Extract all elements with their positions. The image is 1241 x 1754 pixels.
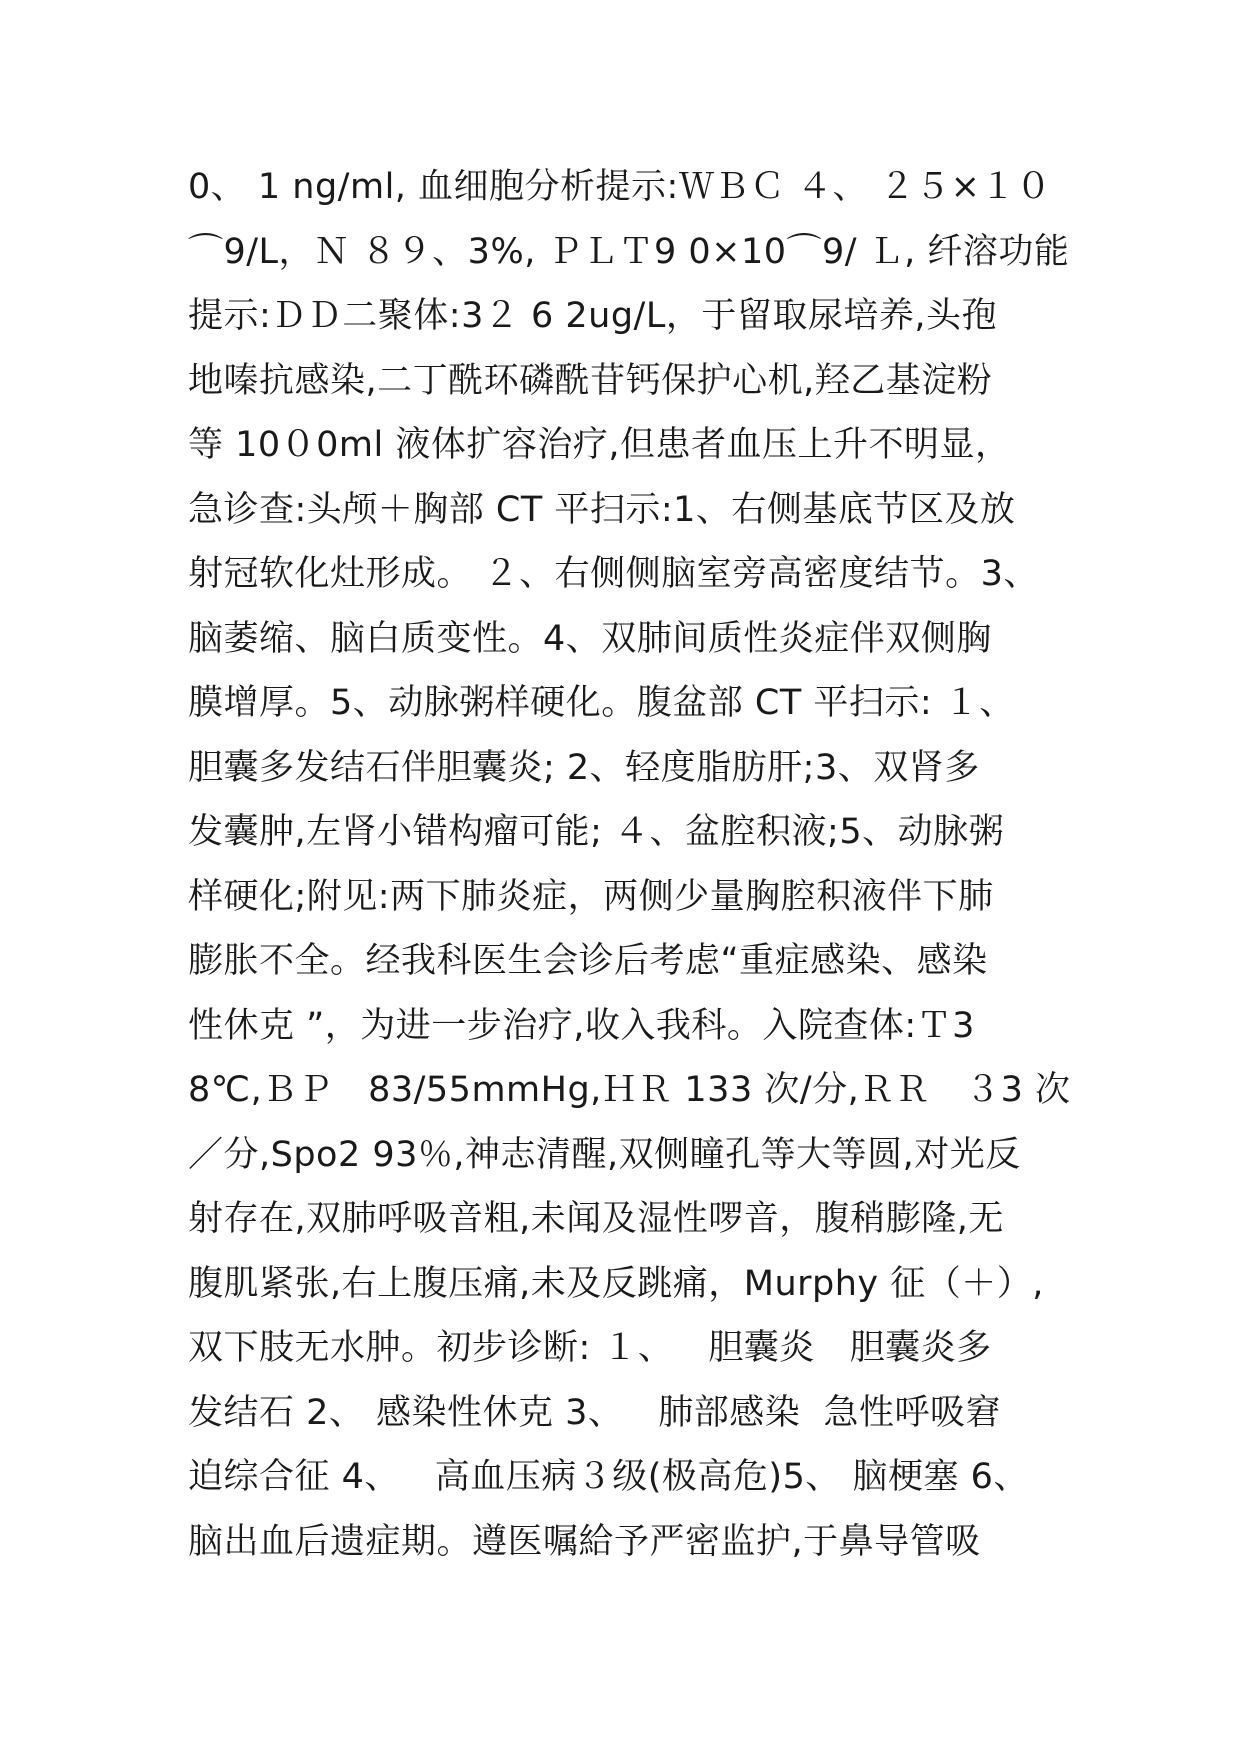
text-line: 双下肢无水肿。初步诊断: １、 胆囊炎 胆囊炎多: [188, 1328, 992, 1368]
text-line: 0、 1 ng/ml, 血细胞分析提示:ＷＢＣ ４、 ２５×１０: [188, 167, 1052, 207]
text-line: 样硬化;附见:两下肺炎症，两侧少量胸腔积液伴下肺: [188, 876, 994, 917]
body-text: [188, 155, 1088, 1574]
text-line: ⌒9/L，Ｎ ８９、3%, ＰＬＴ9 0×10⌒9/ Ｌ, 纤溶功能: [188, 231, 1070, 272]
text-line: 8℃,ＢＰ 83/55mmHg,ＨＲ 133 次/分,ＲＲ ３3 次: [188, 1070, 1071, 1110]
text-line: 射存在,双肺呼吸音粗,未闻及湿性啰音，腹稍膨隆,无: [188, 1199, 1004, 1239]
text-line: 性休克 ”，为进一步治疗,收入我科。入院查体:Ｔ3: [188, 1005, 975, 1046]
text-line: 脑出血后遗症期。遵医嘱給予严密监护,于鼻导管吸: [188, 1521, 981, 1562]
text-line: ／分,Spo2 93％,神志清醒,双侧瞳孔等大等圆,对光反: [188, 1134, 1021, 1175]
text-line: 迫综合征 4、 高血压病３级(极高危)5、 脑梗塞 6、: [188, 1457, 1029, 1497]
text-line: 腹肌紧张,右上腹压痛,未及反跳痛，Murphy 征（＋）,: [188, 1263, 1044, 1304]
text-line: 急诊查:头颅＋胸部 CT 平扫示:1、右侧基底节区及放: [188, 489, 1016, 530]
text-line: 胆囊多发结石伴胆囊炎; 2、轻度脂肪肝;3、双肾多: [188, 747, 980, 788]
text-line: 脑萎缩、脑白质变性。4、双肺间质性炎症伴双侧胸: [188, 618, 992, 659]
text-line: 地嗪抗感染,二丁酰环磷酰苷钙保护心机,羟乙基淀粉: [188, 360, 993, 401]
text-line: 射冠软化灶形成。 ２、右侧侧脑室旁高密度结节。3、: [188, 554, 1039, 594]
text-line: 提示:ＤＤ二聚体:3２ 6 2ug/L，于留取尿培养,头孢: [188, 296, 997, 336]
text-line: 膨胀不全。经我科医生会诊后考虑“重症感染、感染: [188, 941, 988, 981]
text-line: 膜增厚。5、动脉粥样硬化。腹盆部 CT 平扫示: １、: [188, 683, 1015, 723]
text-line: 等 10０0ml 液体扩容治疗,但患者血压上升不明显，: [188, 425, 1011, 465]
text-line: 发囊肿,左肾小错构瘤可能; ４、盆腔积液;5、动脉粥: [188, 812, 1005, 852]
text-line: 发结石 2、 感染性休克 3、 肺部感染 急性呼吸窘: [188, 1392, 1002, 1433]
